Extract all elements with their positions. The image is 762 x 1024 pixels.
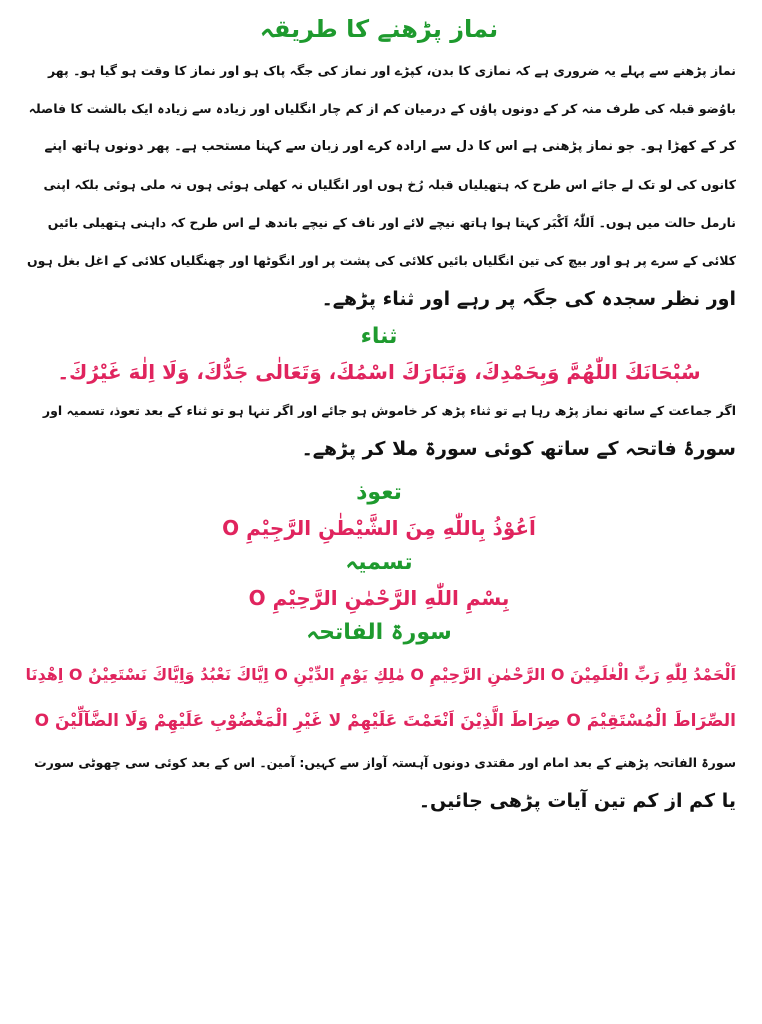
- paragraph-line: نارمل حالت میں ہوں۔ اَللّٰہُ اَکْبَر کہتا ہوا ہاتھ نیچے لائے اور ناف کے نیچے باندھ لے اس طرح کہ داہنی ہتھیلی بائیں: [47, 215, 736, 230]
- tasmiya-heading: تسمیہ: [345, 550, 413, 575]
- paragraph-line: باوُضو قبلہ کی طرف منہ کر کے دونوں پاؤں کے درمیان کم از کم چار انگلیاں اور زیادہ سے زیادہ ایک بالشت کا فاصلہ: [28, 101, 736, 116]
- closing-paragraph: [22, 744, 736, 820]
- paragraph-line: نماز پڑھنے سے پہلے یہ ضروری ہے کہ نمازی کا بدن، کپڑے اور نماز کی جگہ پاک ہو اور نماز کا وقت ہو گیا ہو۔ پھر: [48, 63, 736, 78]
- paragraph-line: اور نظر سجدہ کی جگہ پر رہے اور ثناء پڑھے۔: [321, 288, 736, 310]
- sana-arabic-text: سُبْحَانَكَ اللّٰهُمَّ وَبِحَمْدِكَ، وَتَبَارَكَ اسْمُكَ، وَتَعَالٰى جَدُّكَ، وَلَا اِلٰهَ غَيْرُكَ۔: [57, 360, 701, 384]
- fatiha-arabic-text: [22, 652, 736, 744]
- paragraph-line: کانوں کی لو تک لے جائے اس طرح کہ ہتھیلیاں قبلہ رُخ ہوں اور انگلیاں نہ کھلی ہوئی ہوں نہ ملی ہوئی بلکہ اپنی: [43, 177, 736, 192]
- intro-paragraph: [22, 52, 736, 318]
- page-title: نماز پڑھنے کا طریقہ: [259, 15, 499, 43]
- paragraph-line: سورۃ الفاتحہ پڑھنے کے بعد امام اور مقتدی دونوں آہستہ آواز سے کہیں: آمین۔ اس کے بعد کوئی سی چھوٹی سورت: [34, 755, 736, 770]
- fatiha-line: الصِّرَاطَ الْمُسْتَقِيْمَ O صِرَاطَ الَّذِيْنَ اَنْعَمْتَ عَلَيْهِمْ لا غَيْرِ الْمَغْضُوْبِ عَلَيْهِمْ وَلَا الضَّآلِّيْنَ O: [34, 711, 736, 731]
- fatiha-heading: سورۃ الفاتحہ: [306, 620, 452, 645]
- taawwuz-arabic-text: اَعُوْذُ بِاللّٰهِ مِنَ الشَّيْطٰنِ الرَّجِيْمِ O: [222, 516, 536, 540]
- paragraph-line: اگر جماعت کے ساتھ نماز پڑھ رہا ہے تو ثناء پڑھ کر خاموش ہو جائے اور اگر تنہا ہو تو ثناء کے بعد تعوذ، تسمیہ اور: [42, 403, 736, 418]
- sana-heading: ثناء: [360, 324, 398, 349]
- paragraph-line: یا کم از کم تین آیات پڑھی جائیں۔: [418, 790, 736, 812]
- paragraph-line: سورۂ فاتحہ کے ساتھ کوئی سورۃ ملا کر پڑھے۔: [301, 438, 736, 460]
- paragraph-line: کر کے کھڑا ہو۔ جو نماز پڑھنی ہے اس کا دل سے ارادہ کرے اور زبان سے کہنا مستحب ہے۔ پھر دونوں ہاتھ اپنے: [44, 139, 736, 154]
- paragraph-line: کلائی کے سرے پر ہو اور بیچ کی تین انگلیاں بائیں کلائی کی پشت پر اور انگوٹھا اور چھنگلیاں کلائی کے اغل بغل ہوں: [26, 253, 736, 268]
- taawwuz-heading: تعوذ: [356, 480, 402, 505]
- jamaat-paragraph: [22, 392, 736, 468]
- tasmiya-arabic-text: بِسْمِ اللّٰهِ الرَّحْمٰنِ الرَّحِيْمِ O: [248, 586, 510, 610]
- fatiha-line: اَلْحَمْدُ لِلّٰهِ رَبِّ الْعٰلَمِيْنَ O الرَّحْمٰنِ الرَّحِيْمِ O مٰلِكِ يَوْمِ الدِّيْنِ O اِيَّاكَ نَعْبُدُ وَاِيَّاكَ نَسْتَعِيْنُ O اِهْدِنَا: [25, 665, 736, 684]
